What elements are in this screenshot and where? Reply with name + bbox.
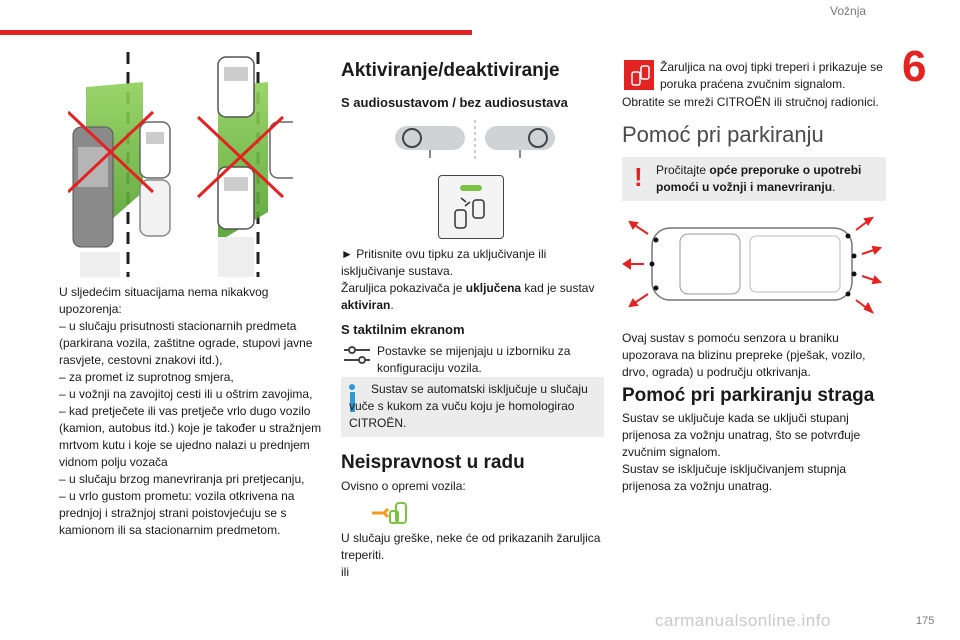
- lamp-state-text: Žaruljica pokazivača je uključena kad je sustav aktiviran.: [341, 281, 595, 312]
- settings-icon: [342, 344, 372, 366]
- touchscreen-text: Postavke se mijenjaju u izborniku za konfiguraciju vozila.: [377, 344, 571, 375]
- press-button-text: ► Pritisnite ovu tipku za uključivanje ili isključivanje sustava.: [341, 247, 547, 278]
- exclamation-icon: !: [634, 162, 643, 192]
- watermark: carmanualsonline.info: [655, 611, 831, 630]
- activation-heading: Aktiviranje/deaktiviranje: [341, 60, 560, 81]
- info-box: [341, 377, 604, 437]
- parking-assist-title: Pomoć pri parkiranju: [622, 122, 824, 147]
- fault-heading: Neispravnost u radu: [341, 452, 525, 473]
- list-item: – u slučaju brzog manevriranja pri pretjecanju,: [59, 472, 305, 486]
- header-accent-bar: [0, 30, 472, 35]
- chapter-number: 6: [902, 42, 927, 91]
- fault-warning-icons: [370, 501, 410, 525]
- fault-or: ili: [341, 565, 349, 579]
- blinking-button-icon: [624, 60, 654, 90]
- indicator-lamp: [460, 185, 482, 191]
- warning-text: Pročitajte opće preporuke o upotrebi pomoći u vožnji i manevriranju.: [656, 163, 862, 194]
- blink-text: Žaruljica na ovoj tipki treperi i prikazuje se poruka praćena zvučnim signalom.: [660, 60, 883, 91]
- rear-parking-heading: Pomoć pri parkiranju straga: [622, 385, 875, 406]
- section-title: Vožnja: [830, 4, 867, 18]
- car-sensor-icon: [624, 60, 654, 90]
- list-item: – kad pretječete ili vas pretječe vrlo dugo vozilo (kamion, autobus itd.) koje je također u stražnjem mrtvom kutu i koje se ujedno nalazi u prednjem vidnom polju vozača: [59, 404, 322, 469]
- system-description: Ovaj sustav s pomoću senzora u braniku upozorava na blizinu prepreke (pješak, vozilo, drvo, ograda) u području otkrivanja.: [622, 331, 866, 379]
- list-item: – u vrlo gustom prometu: vozila otkrivena na prednjoj i stražnjoj strani poistovjećuju se s kamionom ili sa stacionarnim predmetom.: [59, 489, 295, 537]
- blind-spot-car-icon: [451, 196, 491, 232]
- list-item: – u slučaju prisutnosti stacionarnih predmeta (parkirana vozila, zaštitne ograde, stupovi javne rasvjete, cestovni znakovi itd.),: [59, 319, 313, 367]
- page-number: 175: [916, 615, 935, 627]
- mirrors-icon: [390, 120, 560, 162]
- blind-spot-button[interactable]: [438, 175, 504, 239]
- blind-spot-illustration: [68, 52, 293, 277]
- rear-deactivation-text: Sustav se isključuje isključivanjem stupnja prijenosa za vožnju unatrag.: [622, 462, 847, 493]
- parking-sensors-illustration: [620, 212, 885, 317]
- touchscreen-subheading: S taktilnim ekranom: [341, 322, 465, 337]
- info-text: Sustav se automatski isključuje u slučaju vuče s kukom za vuču koju je homologirao CITROËN.: [349, 382, 588, 430]
- rear-activation-text: Sustav se uključuje kada se uključi stupanj prijenosa za vožnju unatrag, što se potvrđuje zvučnim signalom.: [622, 411, 861, 459]
- dealer-text: Obratite se mreži CITROËN ili stručnoj radionici.: [622, 95, 879, 109]
- warning-box: [622, 157, 886, 201]
- list-item: – u vožnji na zavojitoj cesti ili u oštrim zavojima,: [59, 387, 313, 401]
- fault-text: U slučaju greške, neke će od prikazanih žaruljica treperiti.: [341, 531, 601, 562]
- no-warning-text: [59, 284, 324, 539]
- fault-intro: Ovisno o opremi vozila:: [341, 479, 466, 493]
- audio-subheading: S audiosustavom / bez audiosustava: [341, 95, 568, 110]
- list-item: – za promet iz suprotnog smjera,: [59, 370, 234, 384]
- intro-line: U sljedećim situacijama nema nikakvog upozorenja:: [59, 285, 269, 316]
